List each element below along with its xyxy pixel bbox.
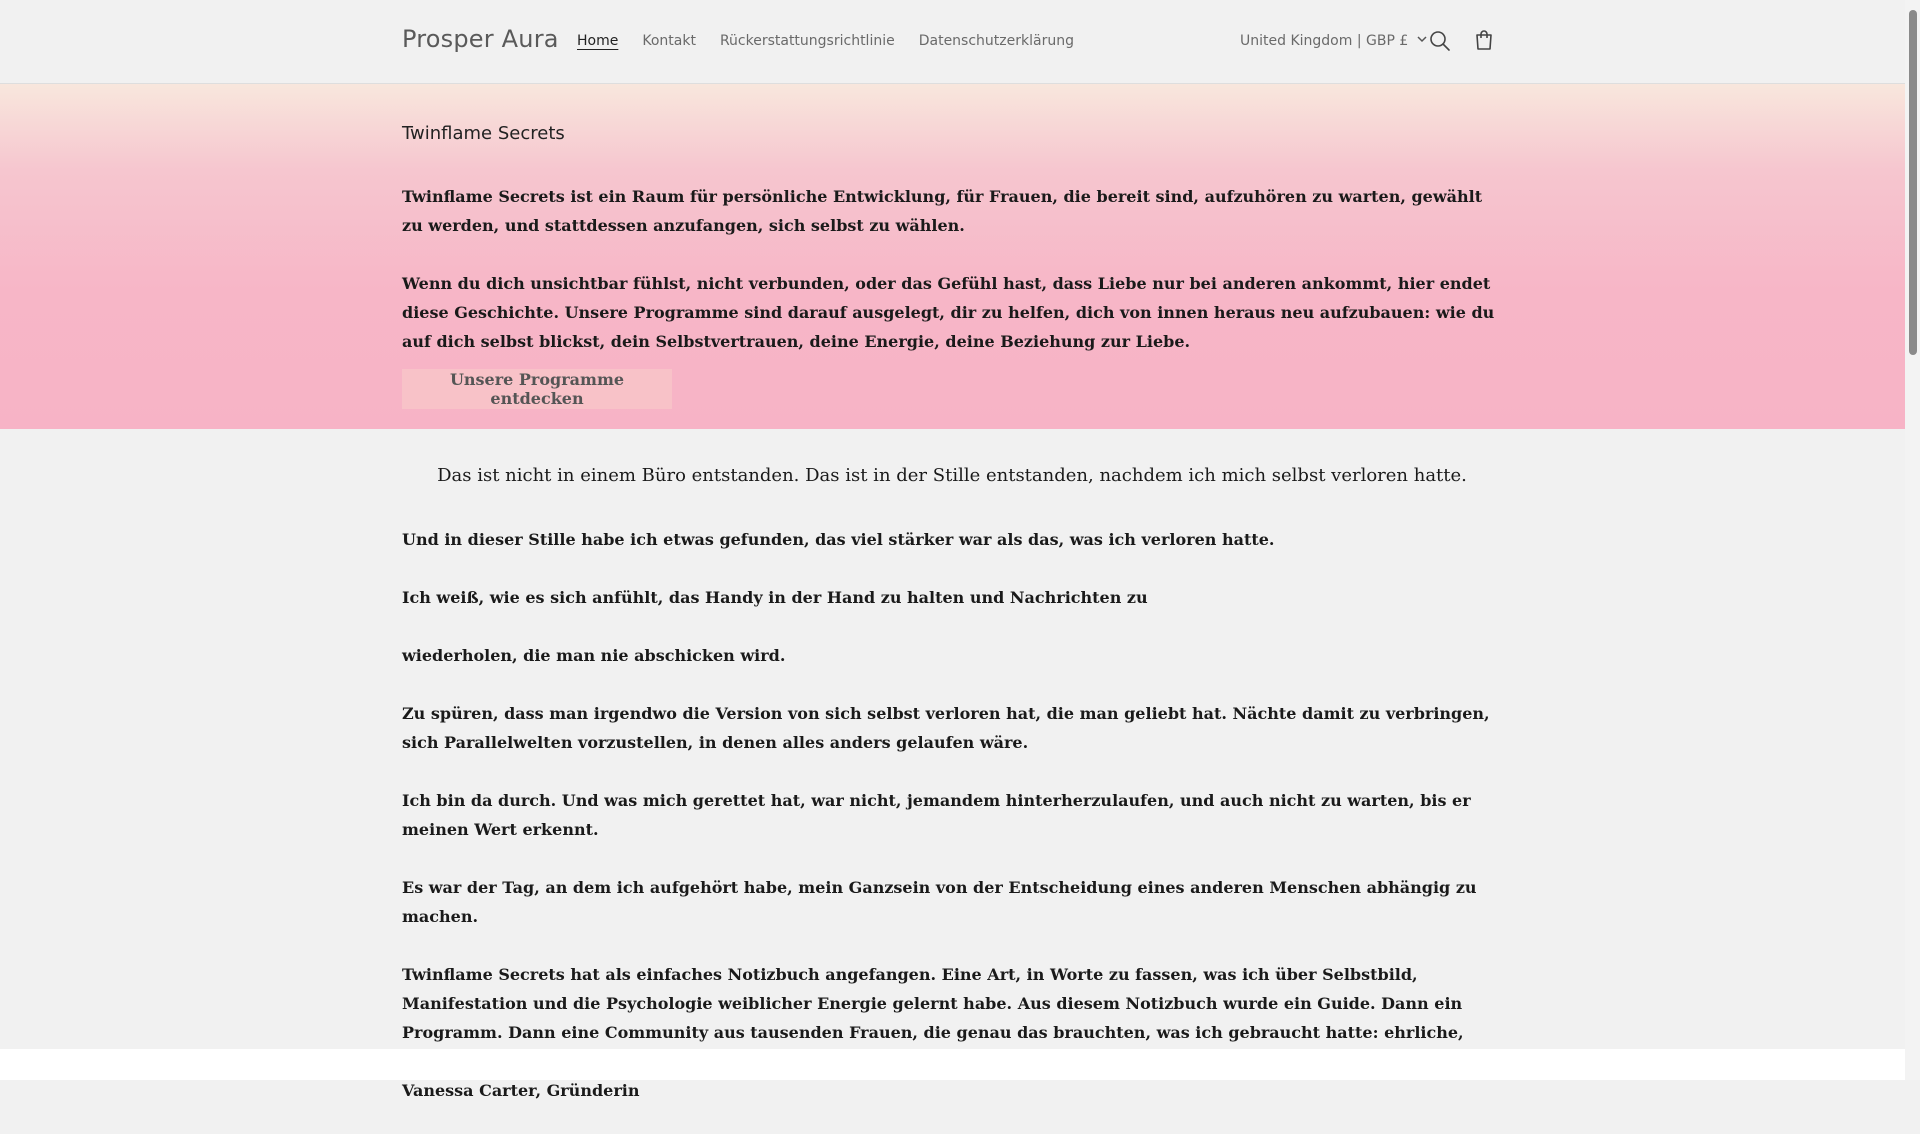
hero-section — [0, 84, 1905, 429]
story-paragraph: Ich weiß, wie es sich anfühlt, das Handy in der Hand zu halten und Nachrichten zu — [402, 588, 1148, 607]
hero-title: Twinflame Secrets — [402, 123, 565, 144]
hero-paragraph: Twinflame Secrets ist ein Raum für persönliche Entwicklung, für Frauen, die bereit sind, aufzuhören zu warten, gewählt zu werden, und stattdessen anzufangen, sich selbst zu wählen. — [402, 187, 1483, 235]
story-text — [402, 525, 1510, 1134]
nav-item-home[interactable]: Home — [577, 33, 619, 49]
nav-item-refund-policy[interactable]: Rückerstattungsrichtlinie — [719, 33, 895, 49]
nav-item-privacy-policy[interactable]: Datenschutzerklärung — [918, 33, 1074, 49]
country-selector-label: United Kingdom | GBP £ — [1240, 33, 1409, 49]
main-nav — [565, 33, 1086, 49]
story-paragraph: Es war der Tag, an dem ich aufgehört habe, mein Ganzsein von der Entscheidung eines anderen Menschen abhängig zu machen. — [402, 878, 1477, 926]
hero-text — [402, 182, 1502, 385]
site-logo[interactable]: Prosper Aura — [402, 25, 559, 53]
story-paragraph: Twinflame Secrets hat als einfaches Notizbuch angefangen. Eine Art, in Worte zu fassen, was ich über Selbstbild, Manifestation und die Psychologie weiblicher Energie gelernt habe. Aus diesem Notizbuch wurde ein Guide. Dann ein Programm. Dann eine Community aus tausenden Frauen, die genau das brauchten, was ich gebraucht hatte: ehrliche, Vanessa Carter, Gründerin — [402, 965, 1464, 1100]
cart-icon[interactable] — [1472, 29, 1496, 53]
next-section — [0, 1049, 1905, 1080]
chevron-down-icon — [1416, 33, 1428, 49]
country-selector[interactable] — [1240, 33, 1428, 49]
search-icon[interactable] — [1428, 29, 1452, 53]
site-header — [0, 0, 1905, 84]
explore-programs-button[interactable]: Unsere Programme entdecken — [402, 369, 672, 409]
scrollbar-thumb[interactable] — [1909, 10, 1917, 355]
story-paragraph: Ich bin da durch. Und was mich gerettet hat, war nicht, jemandem hinterherzulaufen, und auch nicht zu warten, bis er meinen Wert erkennt. — [402, 791, 1471, 839]
nav-item-kontakt[interactable]: Kontakt — [642, 33, 696, 49]
hero-paragraph: Wenn du dich unsichtbar fühlst, nicht verbunden, oder das Gefühl hast, dass Liebe nur bei anderen ankommt, hier endet diese Geschichte. Unsere Programme sind darauf ausgelegt, dir zu helfen, dich von innen heraus neu aufzubauen: wie du auf dich selbst blickst, dein Selbstvertrauen, deine Energie, deine Beziehung zur Liebe. — [402, 274, 1495, 351]
vertical-scrollbar[interactable] — [1905, 0, 1920, 1080]
story-paragraph: Zu spüren, dass man irgendwo die Version von sich selbst verloren hat, die man geliebt hat. Nächte damit zu verbringen, sich Parallelwelten vorzustellen, in denen alles anders gelaufen wäre. — [402, 704, 1490, 752]
story-heading: Das ist nicht in einem Büro entstanden. Das ist in der Stille entstanden, nachdem ich mich selbst verloren hatte. — [437, 465, 1467, 486]
story-paragraph: Und in dieser Stille habe ich etwas gefunden, das viel stärker war als das, was ich verloren hatte. — [402, 530, 1275, 549]
story-paragraph: wiederholen, die man nie abschicken wird. — [402, 646, 786, 665]
